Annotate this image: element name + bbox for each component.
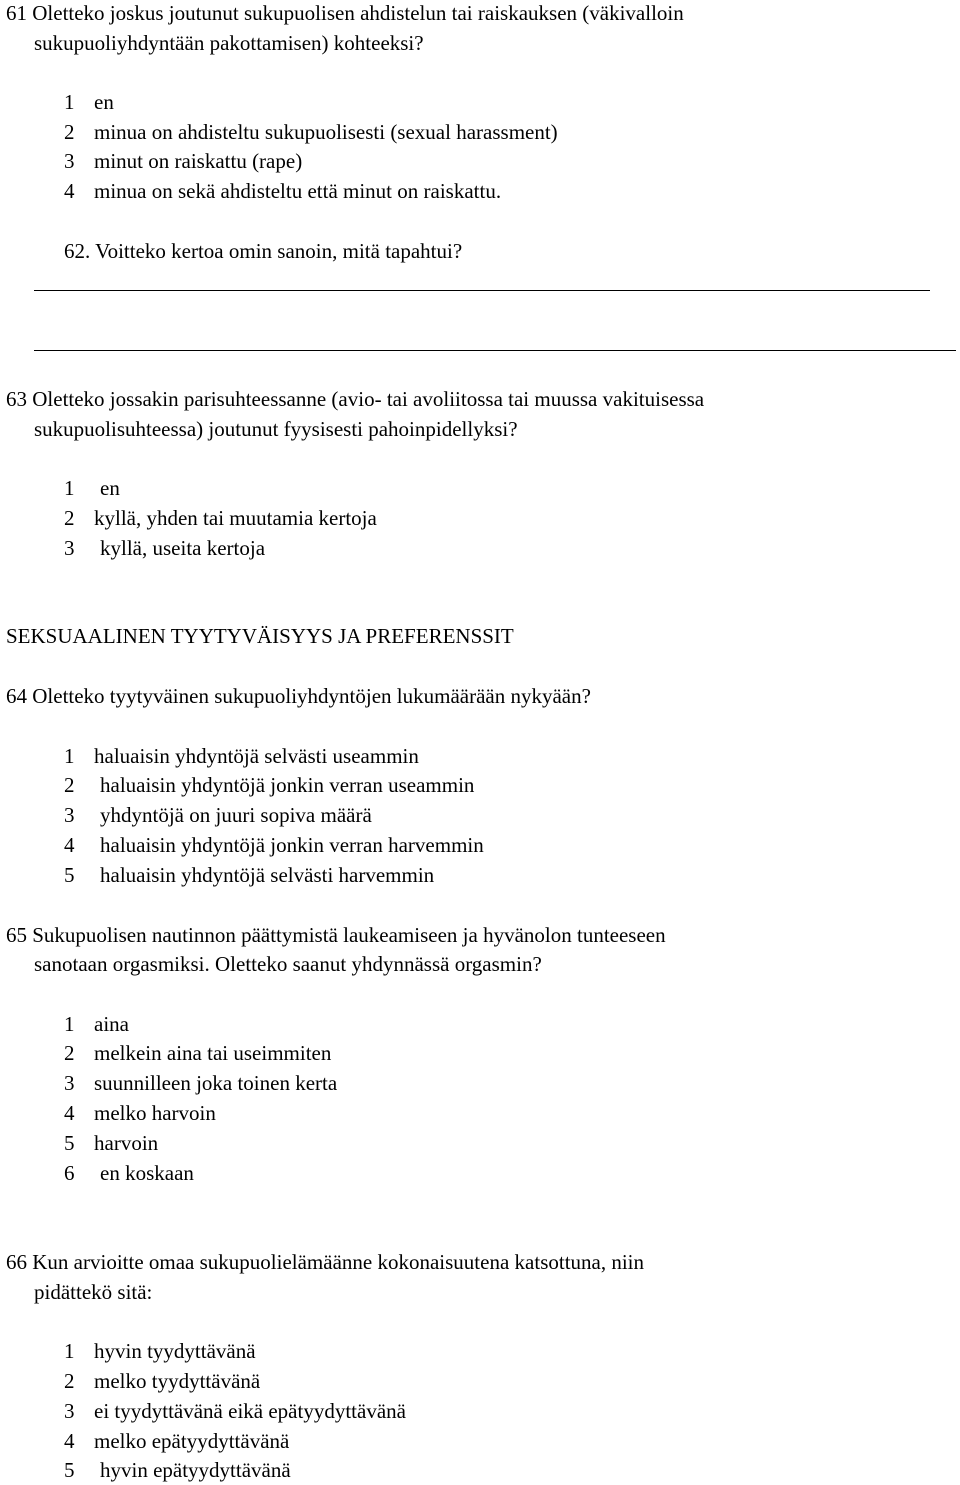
q65-option-2[interactable] <box>64 1040 331 1066</box>
option-label: suunnilleen joka toinen kerta <box>94 1071 338 1095</box>
option-label: ei tyydyttävänä eikä epätyydyttävänä <box>94 1399 406 1423</box>
option-number: 3 <box>64 149 75 173</box>
option-number: 1 <box>64 744 75 768</box>
q66-option-4[interactable] <box>64 1428 289 1454</box>
q62-title: 62. Voitteko kertoa omin sanoin, mitä tapahtui? <box>64 239 463 263</box>
q65-title-line2: sanotaan orgasmiksi. Oletteko saanut yhdynnässä orgasmin? <box>34 952 542 976</box>
q61-option-3[interactable] <box>64 148 302 174</box>
q64-option-3[interactable] <box>64 802 372 828</box>
q64-option-2[interactable] <box>64 772 474 798</box>
option-label: yhdyntöjä on juuri sopiva määrä <box>100 803 372 827</box>
option-number: 2 <box>64 1369 75 1393</box>
option-label: haluaisin yhdyntöjä jonkin verran useammin <box>100 773 475 797</box>
q64-option-4[interactable] <box>64 832 484 858</box>
option-label: melko epätyydyttävänä <box>94 1429 290 1453</box>
option-label: minut on raiskattu (rape) <box>94 149 303 173</box>
q64-option-1[interactable] <box>64 743 419 769</box>
q64-title: 64 Oletteko tyytyväinen sukupuoliyhdyntöjen lukumäärään nykyään? <box>6 684 591 708</box>
option-number: 1 <box>64 476 75 500</box>
answer-line-1[interactable] <box>34 290 930 291</box>
option-label: haluaisin yhdyntöjä jonkin verran harvemmin <box>100 833 484 857</box>
q66-title-line2: pidättekö sitä: <box>34 1280 153 1304</box>
q66-title-line1: 66 Kun arvioitte omaa sukupuolielämäänne kokonaisuutena katsottuna, niin <box>6 1250 645 1274</box>
q61-title-line2: sukupuoliyhdyntään pakottamisen) kohteeksi? <box>34 31 424 55</box>
option-number: 3 <box>64 1399 75 1423</box>
option-number: 5 <box>64 1131 75 1155</box>
option-number: 4 <box>64 1101 75 1125</box>
option-number: 3 <box>64 536 75 560</box>
option-number: 5 <box>64 863 75 887</box>
option-number: 2 <box>64 506 75 530</box>
option-number: 4 <box>64 179 75 203</box>
option-number: 4 <box>64 833 75 857</box>
q63-option-1[interactable] <box>64 475 120 501</box>
option-number: 1 <box>64 1339 75 1363</box>
q66-option-3[interactable] <box>64 1398 406 1424</box>
option-number: 1 <box>64 1012 75 1036</box>
q66-option-5[interactable] <box>64 1457 291 1483</box>
option-label: hyvin epätyydyttävänä <box>100 1458 291 1482</box>
option-number: 5 <box>64 1458 75 1482</box>
q61-title-line1: 61 Oletteko joskus joutunut sukupuolisen ahdistelun tai raiskauksen (väkivalloin <box>6 1 684 25</box>
option-label: en <box>100 476 120 500</box>
option-label: kyllä, useita kertoja <box>100 536 266 560</box>
option-label: haluaisin yhdyntöjä selvästi harvemmin <box>100 863 435 887</box>
option-number: 2 <box>64 120 75 144</box>
option-number: 4 <box>64 1429 75 1453</box>
q65-option-6[interactable] <box>64 1160 194 1186</box>
q66-option-2[interactable] <box>64 1368 260 1394</box>
option-label: en koskaan <box>100 1161 194 1185</box>
q63-option-2[interactable] <box>64 505 377 531</box>
section-heading: SEKSUAALINEN TYYTYVÄISYYS JA PREFERENSSIT <box>6 624 514 648</box>
option-number: 1 <box>64 90 75 114</box>
option-label: minua on sekä ahdisteltu että minut on raiskattu. <box>94 179 502 203</box>
option-label: kyllä, yhden tai muutamia kertoja <box>94 506 377 530</box>
q64-option-5[interactable] <box>64 862 434 888</box>
q61-option-4[interactable] <box>64 178 501 204</box>
option-number: 3 <box>64 1071 75 1095</box>
option-number: 2 <box>64 773 75 797</box>
q65-option-3[interactable] <box>64 1070 337 1096</box>
option-label: melkein aina tai useimmiten <box>94 1041 332 1065</box>
option-label: minua on ahdisteltu sukupuolisesti (sexual harassment) <box>94 120 558 144</box>
q63-title-line2: sukupuolisuhteessa) joutunut fyysisesti pahoinpidellyksi? <box>34 417 518 441</box>
option-label: en <box>94 90 114 114</box>
q65-title-line1: 65 Sukupuolisen nautinnon päättymistä laukeamiseen ja hyvänolon tunteeseen <box>6 923 666 947</box>
option-number: 6 <box>64 1161 75 1185</box>
q65-option-1[interactable] <box>64 1011 129 1037</box>
q61-option-2[interactable] <box>64 119 558 145</box>
q61-option-1[interactable] <box>64 89 114 115</box>
option-label: melko harvoin <box>94 1101 216 1125</box>
option-label: melko tyydyttävänä <box>94 1369 261 1393</box>
option-label: harvoin <box>94 1131 159 1155</box>
option-label: hyvin tyydyttävänä <box>94 1339 256 1363</box>
answer-line-2[interactable] <box>34 350 956 351</box>
option-number: 2 <box>64 1041 75 1065</box>
q63-title-line1: 63 Oletteko jossakin parisuhteessanne (avio- tai avoliitossa tai muussa vakituisessa <box>6 387 705 411</box>
q65-option-5[interactable] <box>64 1130 158 1156</box>
option-number: 3 <box>64 803 75 827</box>
q66-option-1[interactable] <box>64 1338 256 1364</box>
q63-option-3[interactable] <box>64 535 265 561</box>
option-label: aina <box>94 1012 129 1036</box>
q65-option-4[interactable] <box>64 1100 216 1126</box>
option-label: haluaisin yhdyntöjä selvästi useammin <box>94 744 419 768</box>
